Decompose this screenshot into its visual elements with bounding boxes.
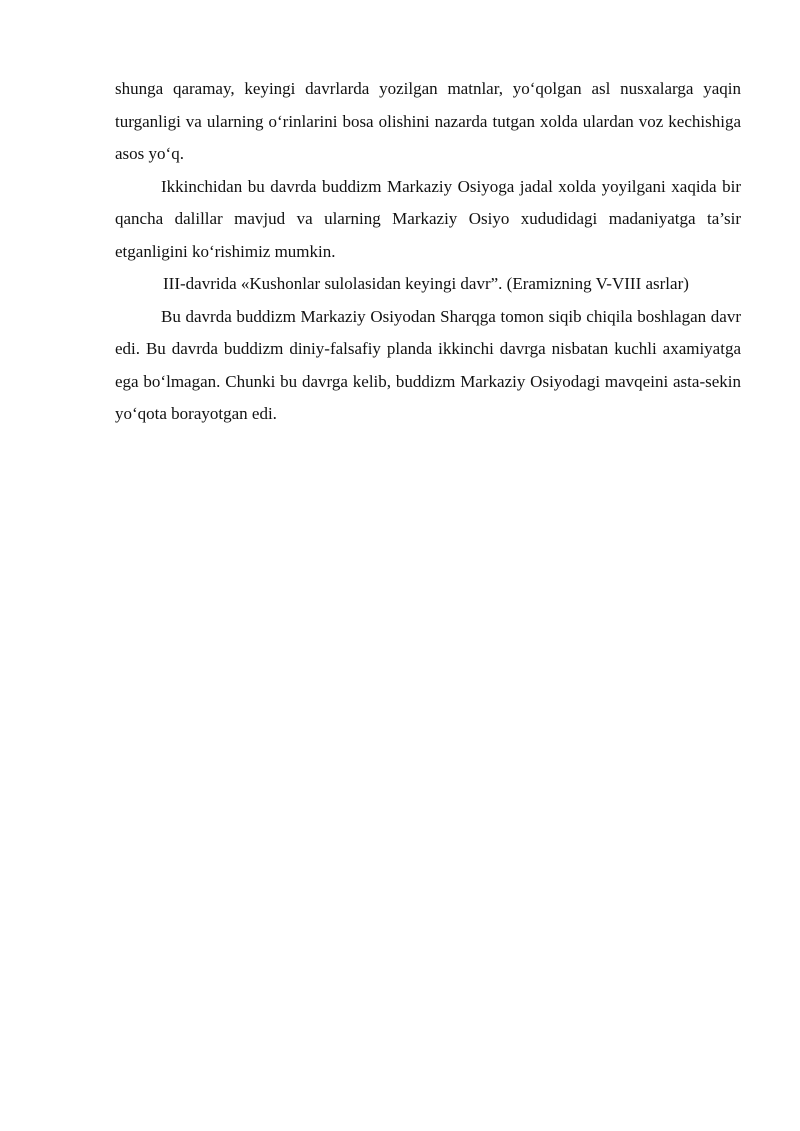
paragraph-third-period-body: Bu davrda buddizm Markaziy Osiyodan Sharqga tomon siqib chiqila boshlagan davr edi. Bu davrda buddizm diniy-falsafiy planda ikkinchi davrga nisbatan kuchli axamiyatga ega bo‘lmagan. Chunki bu davrga kelib, buddizm Markaziy Osiyodagi mavqeini asta-sekin yo‘qota borayotgan edi.	[115, 306, 741, 423]
paragraph-third-period-heading: III-davrida «Kushonlar sulolasidan keyingi davr”. (Eramizning V-VIII asrlar)	[163, 274, 689, 293]
paragraph-second-period: Ikkinchidan bu davrda buddizm Markaziy Osiyoga jadal xolda yoyilgani xaqida bir qancha dalillar mavjud va ularning Markaziy Osiyo xududidagi madaniyatga ta’sir etganligini ko‘rishimiz mumkin.	[115, 176, 741, 261]
document-page	[115, 73, 741, 431]
paragraph-continuation: shunga qaramay, keyingi davrlarda yozilgan matnlar, yo‘qolgan asl nusxalarga yaqin turganligi va ularning o‘rinlarini bosa olishini nazarda tutgan xolda ulardan voz kechishiga asos yo‘q.	[115, 79, 741, 163]
